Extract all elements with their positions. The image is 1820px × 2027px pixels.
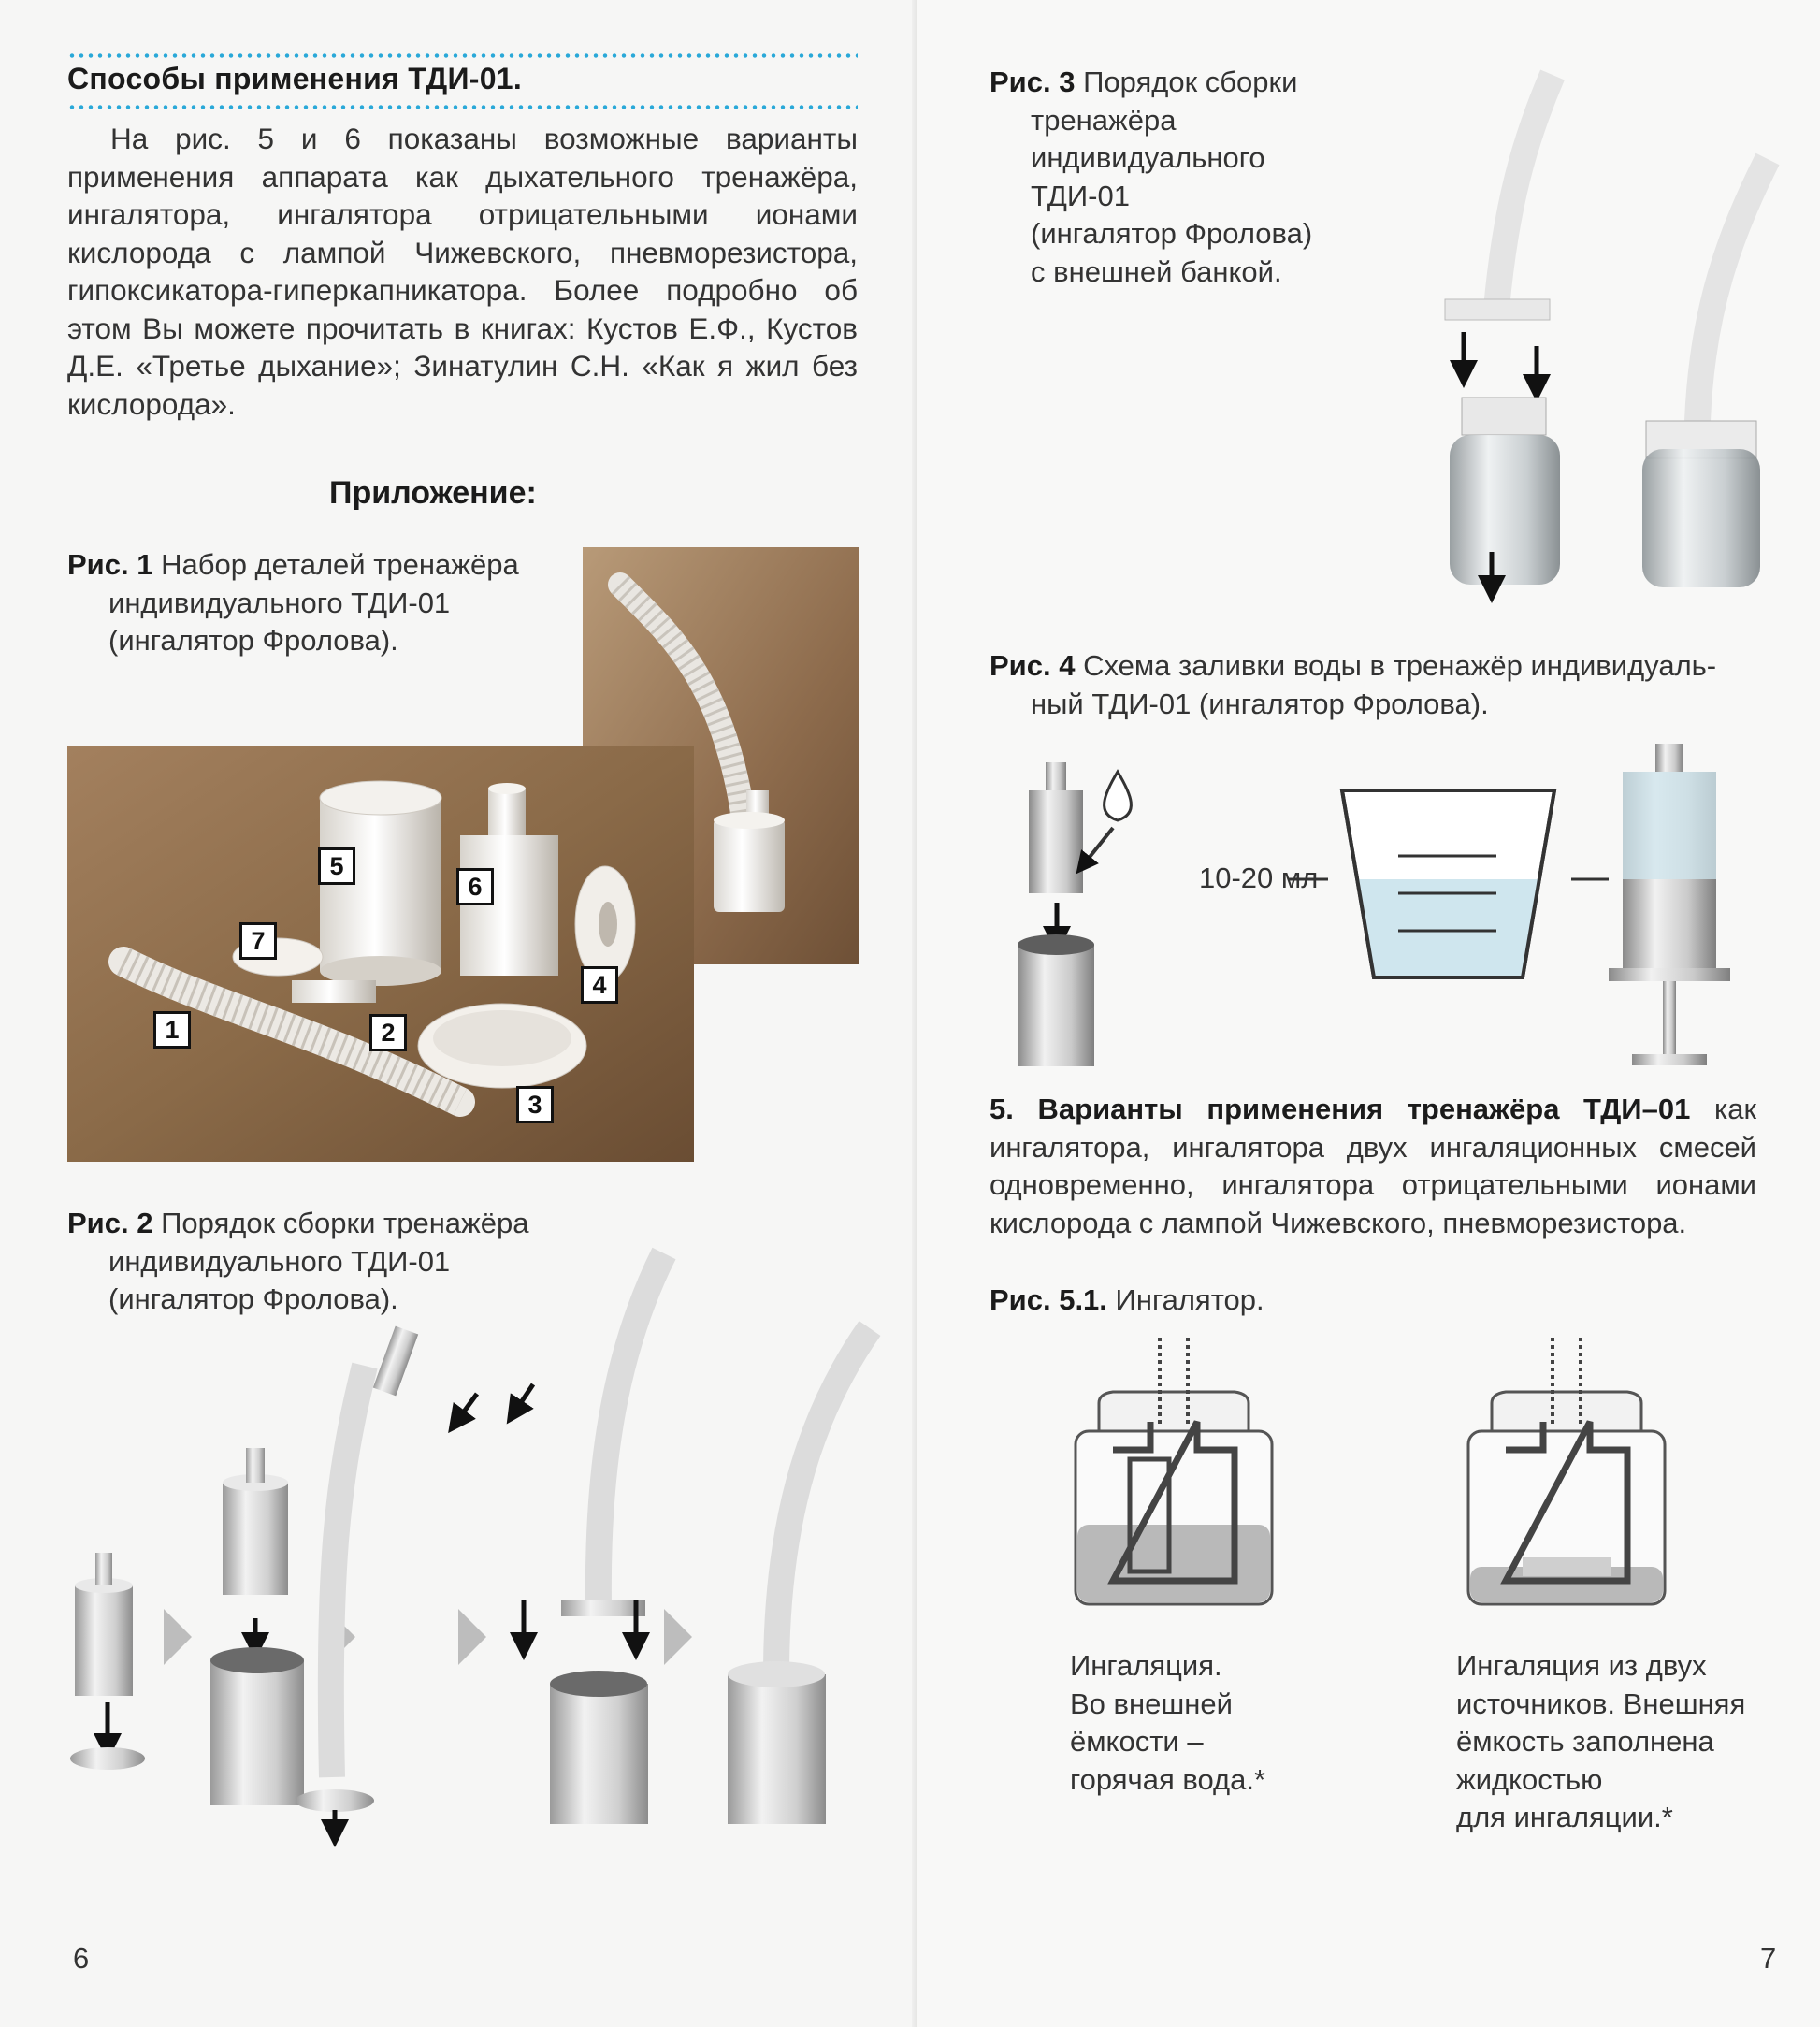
fig4-label: Рис. 4 [989,649,1076,682]
fig3-line3: индивидуального [1031,141,1265,174]
part-number-1: 1 [153,1011,191,1049]
fig51-inhaler-diagrams [1066,1338,1796,1618]
section5-body: как ингалятора, ингалятора двух ингаляционных смесей одновременно, ингалятора отрицательными ионами кислорода с лампой Чижевского, пневморезистора. [989,1093,1757,1239]
fig1-line2: индивидуального ТДИ-01 [108,586,451,619]
appendix-title: Приложение: [329,475,537,511]
section5-number: 5. [989,1093,1014,1125]
fig51-right-line5: для ингаляции.* [1456,1801,1673,1833]
fig1-caption [67,546,519,660]
fig3-line2: тренажёра [1031,103,1177,137]
part-number-5: 5 [318,847,355,885]
fig3-label: Рис. 3 [989,65,1076,98]
fig1-label: Рис. 1 [67,548,153,581]
fig4-line2: ный ТДИ-01 (ингалятор Фролова). [1031,687,1489,720]
fig51-caption [989,1281,1264,1320]
fig3-line6: с внешней банкой. [1031,254,1282,288]
part-number-4: 4 [581,966,618,1004]
fig1-line3: (ингалятор Фролова). [108,624,398,657]
part-number-2: 2 [369,1014,407,1051]
part-number-6: 6 [456,868,494,905]
fig3-line5: (ингалятор Фролова) [1031,217,1313,250]
fig4-line1: Схема заливки воды в тренажёр индивидуаль- [1083,649,1717,682]
fig51-left-line2: Во внешней [1070,1687,1233,1720]
fig3-caption [989,64,1312,291]
inhaler-jar-right [1468,1338,1665,1604]
page-number-left: 6 [73,1942,90,1975]
fig51-right-line1: Ингаляция из двух [1456,1649,1707,1682]
fig2-line2: индивидуального ТДИ-01 [108,1244,451,1278]
fig51-left-line3: ёмкости – [1070,1725,1204,1758]
fig4-water-diagram [1010,744,1796,1080]
right-page [917,0,1820,2027]
section-title: Способы применения ТДИ-01. [67,62,523,95]
section5-text [989,1091,1756,1242]
fig51-label: Рис. 5.1. [989,1283,1107,1316]
fig51-text: Ингалятор. [1115,1283,1264,1316]
fig2-line3: (ингалятор Фролова). [108,1282,398,1315]
fig51-left-caption [1070,1647,1265,1799]
fig51-right-caption [1456,1647,1745,1837]
fig4-volume-label: 10-20 мл [1199,861,1319,894]
inhaler-jar-left [1076,1338,1272,1604]
fig51-right-line4: жидкостью [1456,1762,1603,1796]
fig3-assembly-diagram [1365,65,1786,627]
section5-heading: Варианты применения тренажёра ТДИ–01 [1037,1093,1691,1125]
fig51-left-line4: горячая вода.* [1070,1762,1266,1796]
fig3-line4: ТДИ-01 [1031,179,1130,212]
dotted-rule-bottom [67,105,858,109]
part-number-3: 3 [516,1086,554,1123]
page-number-right: 7 [1760,1942,1777,1975]
fig2-assembly-diagram [56,1235,879,1852]
fig2-label: Рис. 2 [67,1207,153,1239]
fig4-caption [989,647,1756,723]
fig51-right-line2: источников. Внешняя [1456,1687,1746,1720]
intro-paragraph: На рис. 5 и 6 показаны возможные варианты применения аппарата как дыхательного тренажёра, ингалятора, ингалятора отрицательными ионами кислорода с лампой Чижевского, пневморезистора, гипоксикатора-гиперкапникатора. Более подробно об этом Вы можете прочитать в книгах: Кустов Е.Ф., Кустов Д.Е. «Третье дыхание»; Зинатулин С.Н. «Как я жил без кислорода». [67,122,858,421]
fig1-photo-parts [67,746,694,1162]
fig2-line1: Порядок сборки тренажёра [161,1207,529,1239]
fig3-line1: Порядок сборки [1083,65,1298,98]
dotted-rule-top [67,53,858,58]
fig51-right-line3: ёмкость заполнена [1456,1725,1714,1758]
part-number-7: 7 [239,922,277,960]
fig1-line1: Набор деталей тренажёра [161,548,519,581]
fig51-left-line1: Ингаляция. [1070,1649,1222,1682]
